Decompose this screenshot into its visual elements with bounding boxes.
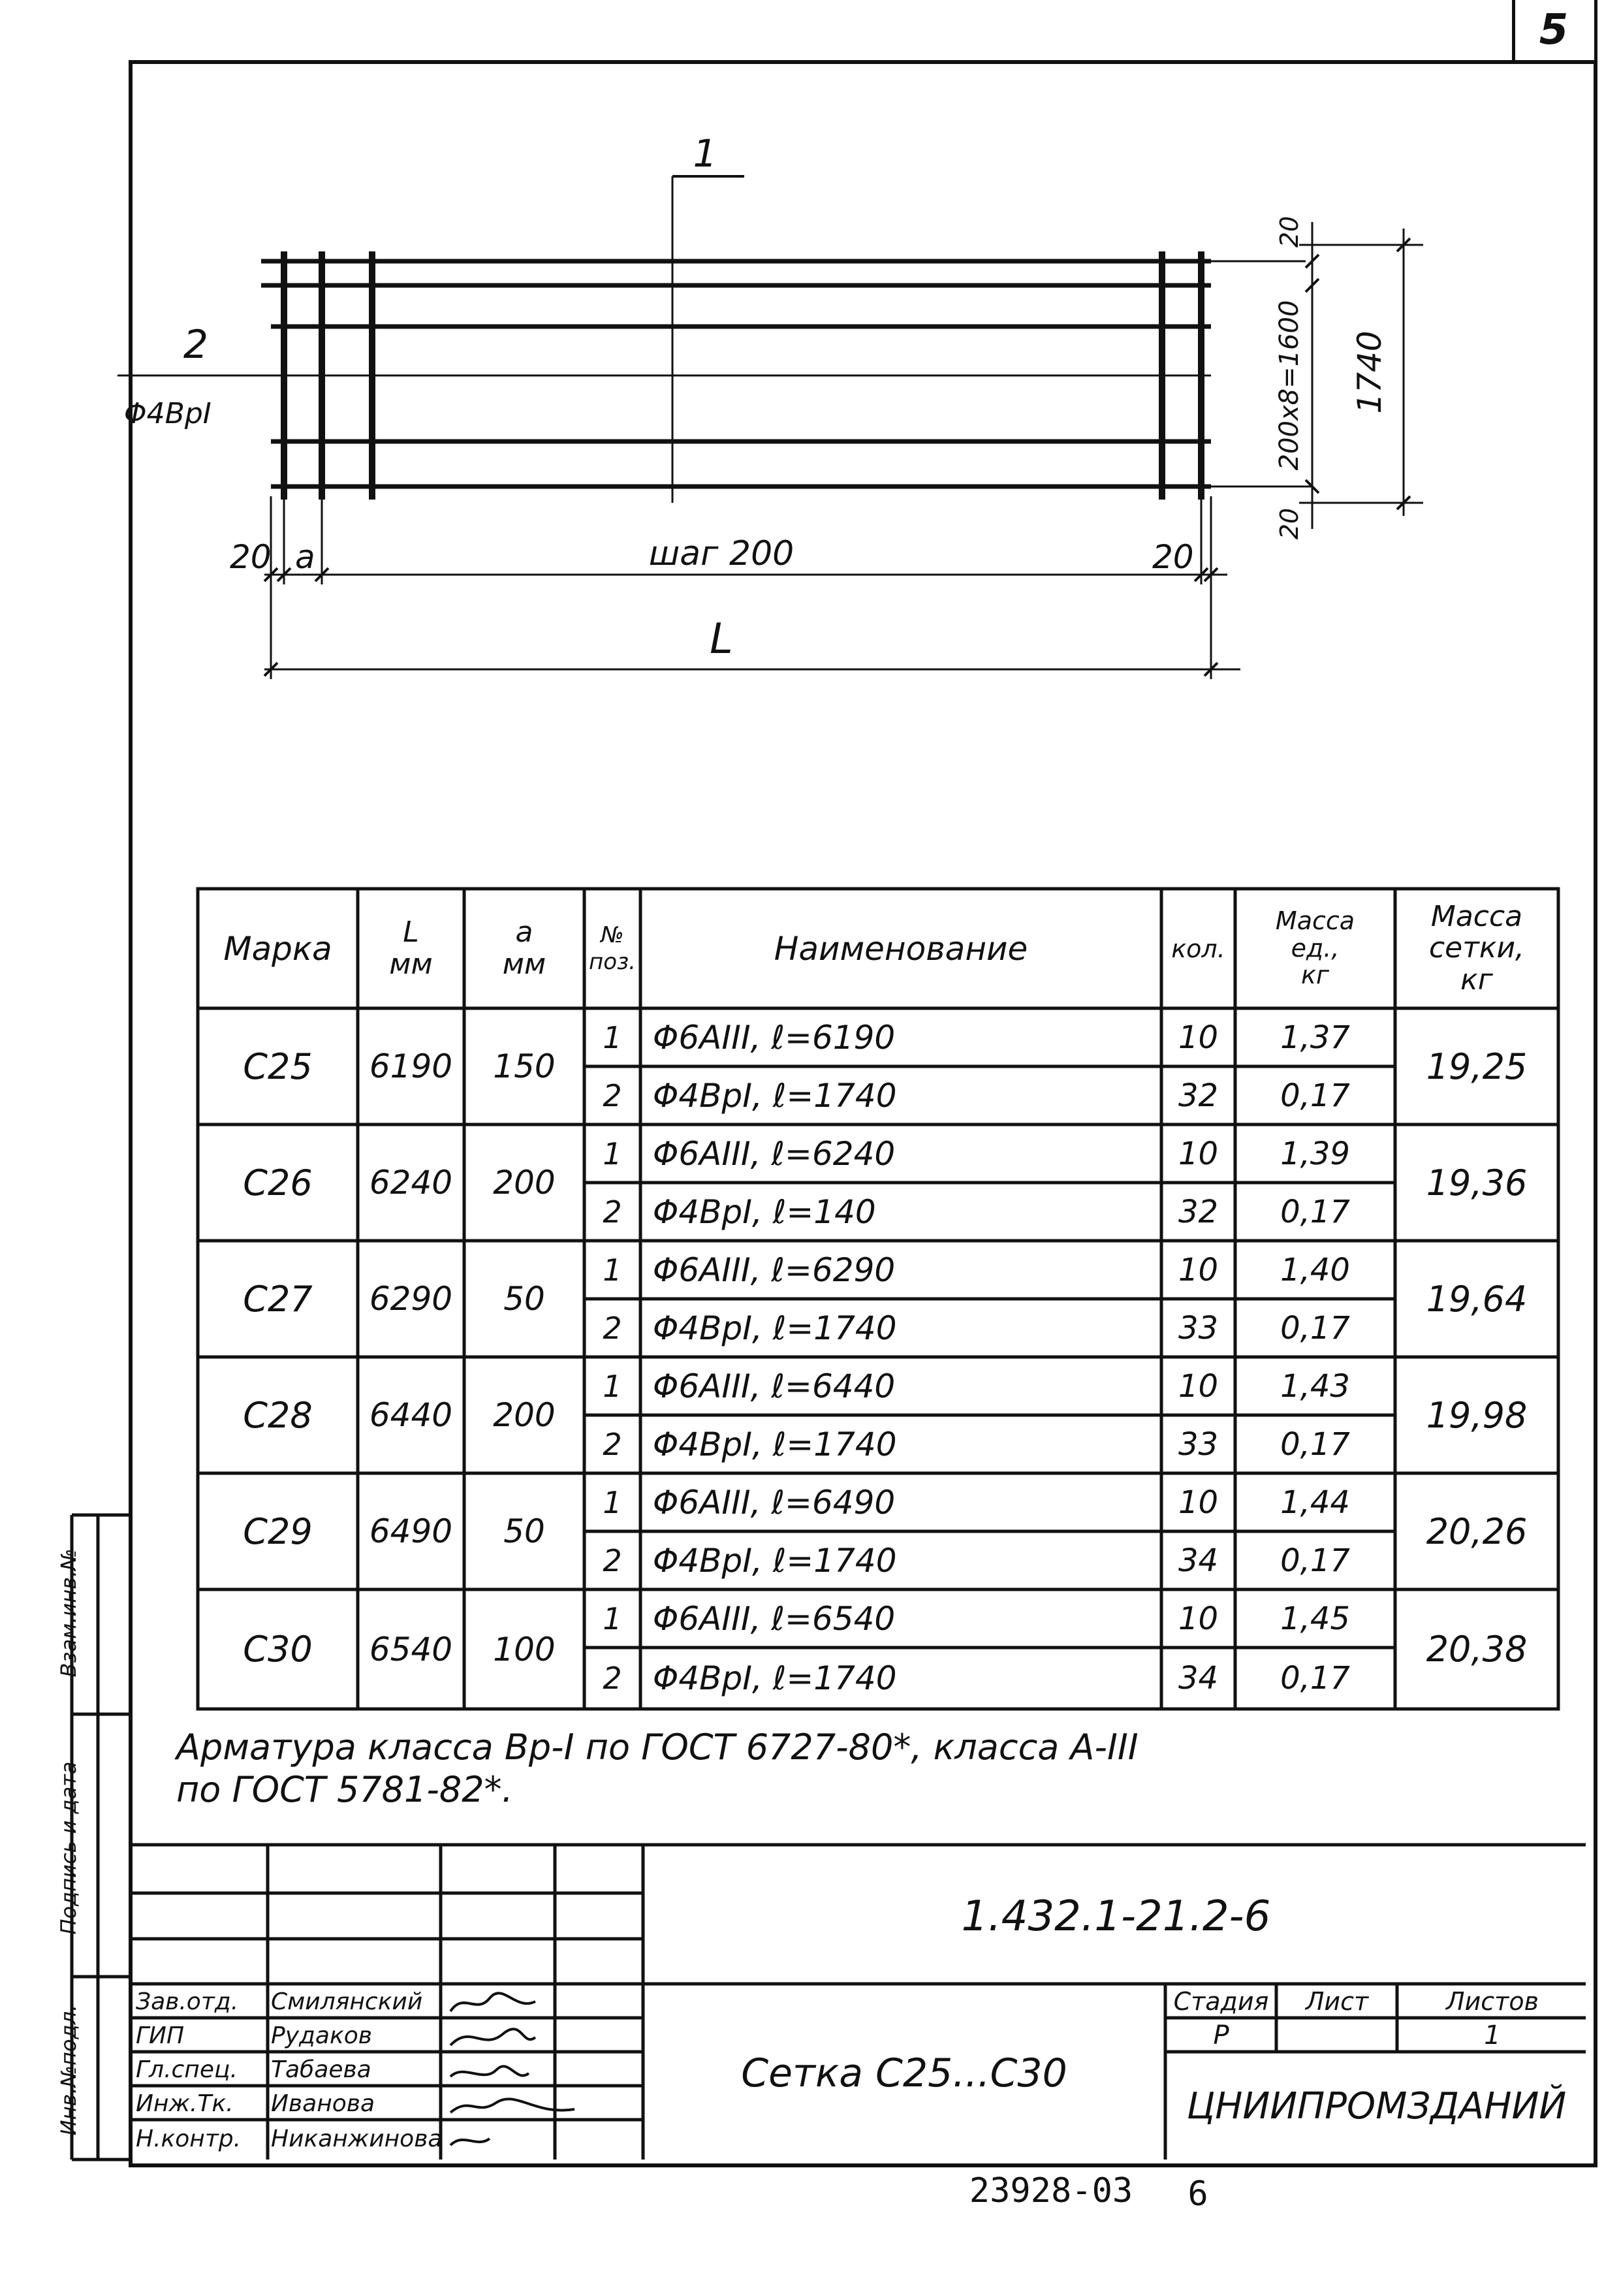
dim-step: шаг 200	[648, 534, 794, 573]
side-stamp-inv-podl: Инв.№подл.	[56, 2004, 81, 2136]
cell-unit-mass: 1,45	[1280, 1600, 1350, 1637]
cell-name: Φ4ВрI, ℓ=1740	[653, 1541, 897, 1580]
cell-pos: 1	[603, 1136, 622, 1172]
bar2-position: 2	[183, 322, 209, 368]
organization: ЦНИИПРОМЗДАНИЙ	[1186, 2084, 1567, 2128]
signer-role: ГИП	[136, 2022, 185, 2049]
cell-pos: 2	[603, 1077, 622, 1113]
sheet-label: Лист	[1305, 1987, 1369, 2016]
sheets-label: Листов	[1446, 1987, 1539, 2016]
cell-name: Φ4ВрI, ℓ=1740	[653, 1309, 897, 1347]
header-qty: кол.	[1171, 934, 1225, 963]
cell-qty: 10	[1178, 1135, 1219, 1172]
cell-L: 6240	[369, 1164, 453, 1202]
cell-unit-mass: 0,17	[1280, 1426, 1350, 1463]
header-a: a мм	[502, 916, 546, 981]
cell-unit-mass: 1,37	[1280, 1019, 1350, 1056]
dim-a: a	[295, 538, 315, 576]
cell-mesh-mass: 19,64	[1426, 1278, 1528, 1320]
bottom-page: 6	[1187, 2175, 1208, 2214]
header-mesh-mass: Масса сетки, кг	[1428, 899, 1525, 997]
cell-a: 200	[493, 1396, 556, 1434]
signer-role: Инж.Тк.	[136, 2090, 234, 2117]
cell-mesh-mass: 19,36	[1426, 1162, 1528, 1204]
cell-pos: 2	[603, 1310, 622, 1346]
cell-name: Φ4ВрI, ℓ=140	[653, 1192, 876, 1231]
cell-L: 6490	[369, 1512, 453, 1550]
cell-name: Φ6AIII, ℓ=6440	[653, 1367, 896, 1405]
cell-name: Φ6AIII, ℓ=6190	[653, 1018, 896, 1057]
dim-1740: 1740	[1351, 330, 1389, 414]
cell-name: Φ6AIII, ℓ=6540	[653, 1599, 896, 1638]
cell-qty: 10	[1178, 1019, 1219, 1056]
note-line-1: Арматура класса Вр-I по ГОСТ 6727-80*, класса А-III	[176, 1726, 1139, 1768]
cell-name: Φ6AIII, ℓ=6290	[653, 1251, 896, 1289]
cell-unit-mass: 0,17	[1280, 1660, 1350, 1697]
cell-qty: 32	[1178, 1193, 1219, 1230]
side-stamp-vzam-inv: Взам.инв.№	[56, 1548, 81, 1678]
header-name: Наименование	[774, 929, 1028, 968]
signature-scribble	[450, 1993, 535, 2011]
dim-20-left: 20	[230, 538, 272, 576]
cell-qty: 10	[1178, 1251, 1219, 1288]
cell-pos: 2	[603, 1661, 622, 1696]
cell-qty: 34	[1178, 1660, 1219, 1697]
cell-pos: 2	[603, 1542, 622, 1578]
cell-unit-mass: 0,17	[1280, 1193, 1350, 1230]
cell-mark: С25	[243, 1045, 313, 1087]
cell-qty: 32	[1178, 1077, 1219, 1114]
cell-unit-mass: 0,17	[1280, 1542, 1350, 1579]
cell-mesh-mass: 20,26	[1426, 1510, 1528, 1552]
sheets-value: 1	[1484, 2020, 1501, 2050]
signature-scribble	[450, 2066, 529, 2077]
cell-pos: 2	[603, 1426, 622, 1462]
dim-20-right: 20	[1152, 538, 1194, 576]
dim-L: L	[710, 615, 733, 663]
header-unit-mass: Масса ед., кг	[1275, 906, 1355, 990]
cell-a: 100	[493, 1630, 556, 1668]
cell-pos: 1	[603, 1019, 622, 1055]
cell-pos: 1	[603, 1252, 622, 1288]
cell-unit-mass: 0,17	[1280, 1309, 1350, 1347]
cell-mesh-mass: 19,25	[1426, 1045, 1528, 1087]
cell-pos: 1	[603, 1484, 622, 1520]
cell-qty: 10	[1178, 1484, 1219, 1521]
cell-unit-mass: 1,39	[1280, 1135, 1350, 1172]
cell-L: 6190	[369, 1047, 453, 1085]
signature-scribble	[450, 2139, 490, 2145]
cell-mark: С26	[243, 1162, 313, 1204]
cell-a: 200	[493, 1164, 556, 1202]
bar2-label: Φ4ВрI	[124, 397, 212, 430]
signer-role: Зав.отд.	[136, 1988, 239, 2015]
signer-name: Табаева	[271, 2056, 371, 2083]
cell-unit-mass: 1,43	[1280, 1367, 1350, 1405]
dim-vertical-20-top: 20	[1275, 215, 1304, 248]
cell-mark: С28	[243, 1394, 313, 1436]
section-mark: 1	[693, 131, 717, 176]
header-L: L мм	[389, 916, 433, 981]
cell-name: Φ6AIII, ℓ=6240	[653, 1134, 896, 1173]
stage-label: Стадия	[1173, 1987, 1269, 2016]
bottom-code: 23928-03	[969, 2171, 1133, 2210]
header-pos: № поз.	[589, 921, 636, 975]
cell-pos: 1	[603, 1601, 622, 1636]
cell-mesh-mass: 19,98	[1426, 1394, 1528, 1436]
side-stamp-podp-data: Подпись и дата	[56, 1761, 81, 1935]
cell-qty: 34	[1178, 1542, 1219, 1579]
signer-role: Н.контр.	[136, 2126, 242, 2152]
cell-L: 6440	[369, 1396, 453, 1434]
doc-code: 1.432.1-21.2-6	[961, 1892, 1271, 1941]
header-mark: Марка	[223, 929, 332, 968]
sheet-number: 5	[1539, 6, 1569, 54]
cell-name: Φ6AIII, ℓ=6490	[653, 1483, 896, 1522]
cell-qty: 10	[1178, 1367, 1219, 1405]
cell-name: Φ4ВрI, ℓ=1740	[653, 1425, 897, 1463]
signature-scribble	[450, 2099, 574, 2113]
signer-name: Смилянский	[271, 1988, 423, 2015]
signer-role: Гл.спец.	[136, 2056, 238, 2083]
cell-name: Φ4ВрI, ℓ=1740	[653, 1659, 897, 1697]
signer-name: Никанжинова	[271, 2126, 443, 2152]
cell-mark: С27	[243, 1278, 313, 1320]
cell-unit-mass: 0,17	[1280, 1077, 1350, 1114]
cell-unit-mass: 1,44	[1280, 1484, 1350, 1521]
cell-name: Φ4ВрI, ℓ=1740	[653, 1076, 897, 1115]
signatures	[444, 1985, 640, 2158]
cell-qty: 33	[1178, 1426, 1219, 1463]
cell-a: 50	[503, 1280, 545, 1318]
cell-L: 6540	[369, 1630, 453, 1668]
cell-L: 6290	[369, 1280, 453, 1318]
note-line-2: по ГОСТ 5781-82*.	[176, 1768, 513, 1810]
cell-a: 50	[503, 1512, 545, 1550]
cell-unit-mass: 1,40	[1280, 1251, 1350, 1288]
cell-a: 150	[493, 1047, 556, 1085]
cell-pos: 2	[603, 1194, 622, 1230]
sheet-title: Сетка С25...С30	[741, 2050, 1067, 2096]
cell-mesh-mass: 20,38	[1426, 1629, 1528, 1670]
cell-pos: 1	[603, 1368, 622, 1404]
cell-qty: 10	[1178, 1600, 1219, 1637]
cell-mark: С30	[243, 1629, 313, 1670]
signature-scribble	[450, 2029, 535, 2045]
signer-name: Рудаков	[271, 2022, 372, 2049]
dim-vertical-spacing: 200x8=1600	[1274, 300, 1304, 471]
cell-mark: С29	[243, 1510, 313, 1552]
dim-vertical-20-bottom: 20	[1275, 507, 1304, 540]
signer-name: Иванова	[271, 2090, 375, 2117]
cell-qty: 33	[1178, 1309, 1219, 1347]
stage-value: Р	[1213, 2020, 1229, 2050]
